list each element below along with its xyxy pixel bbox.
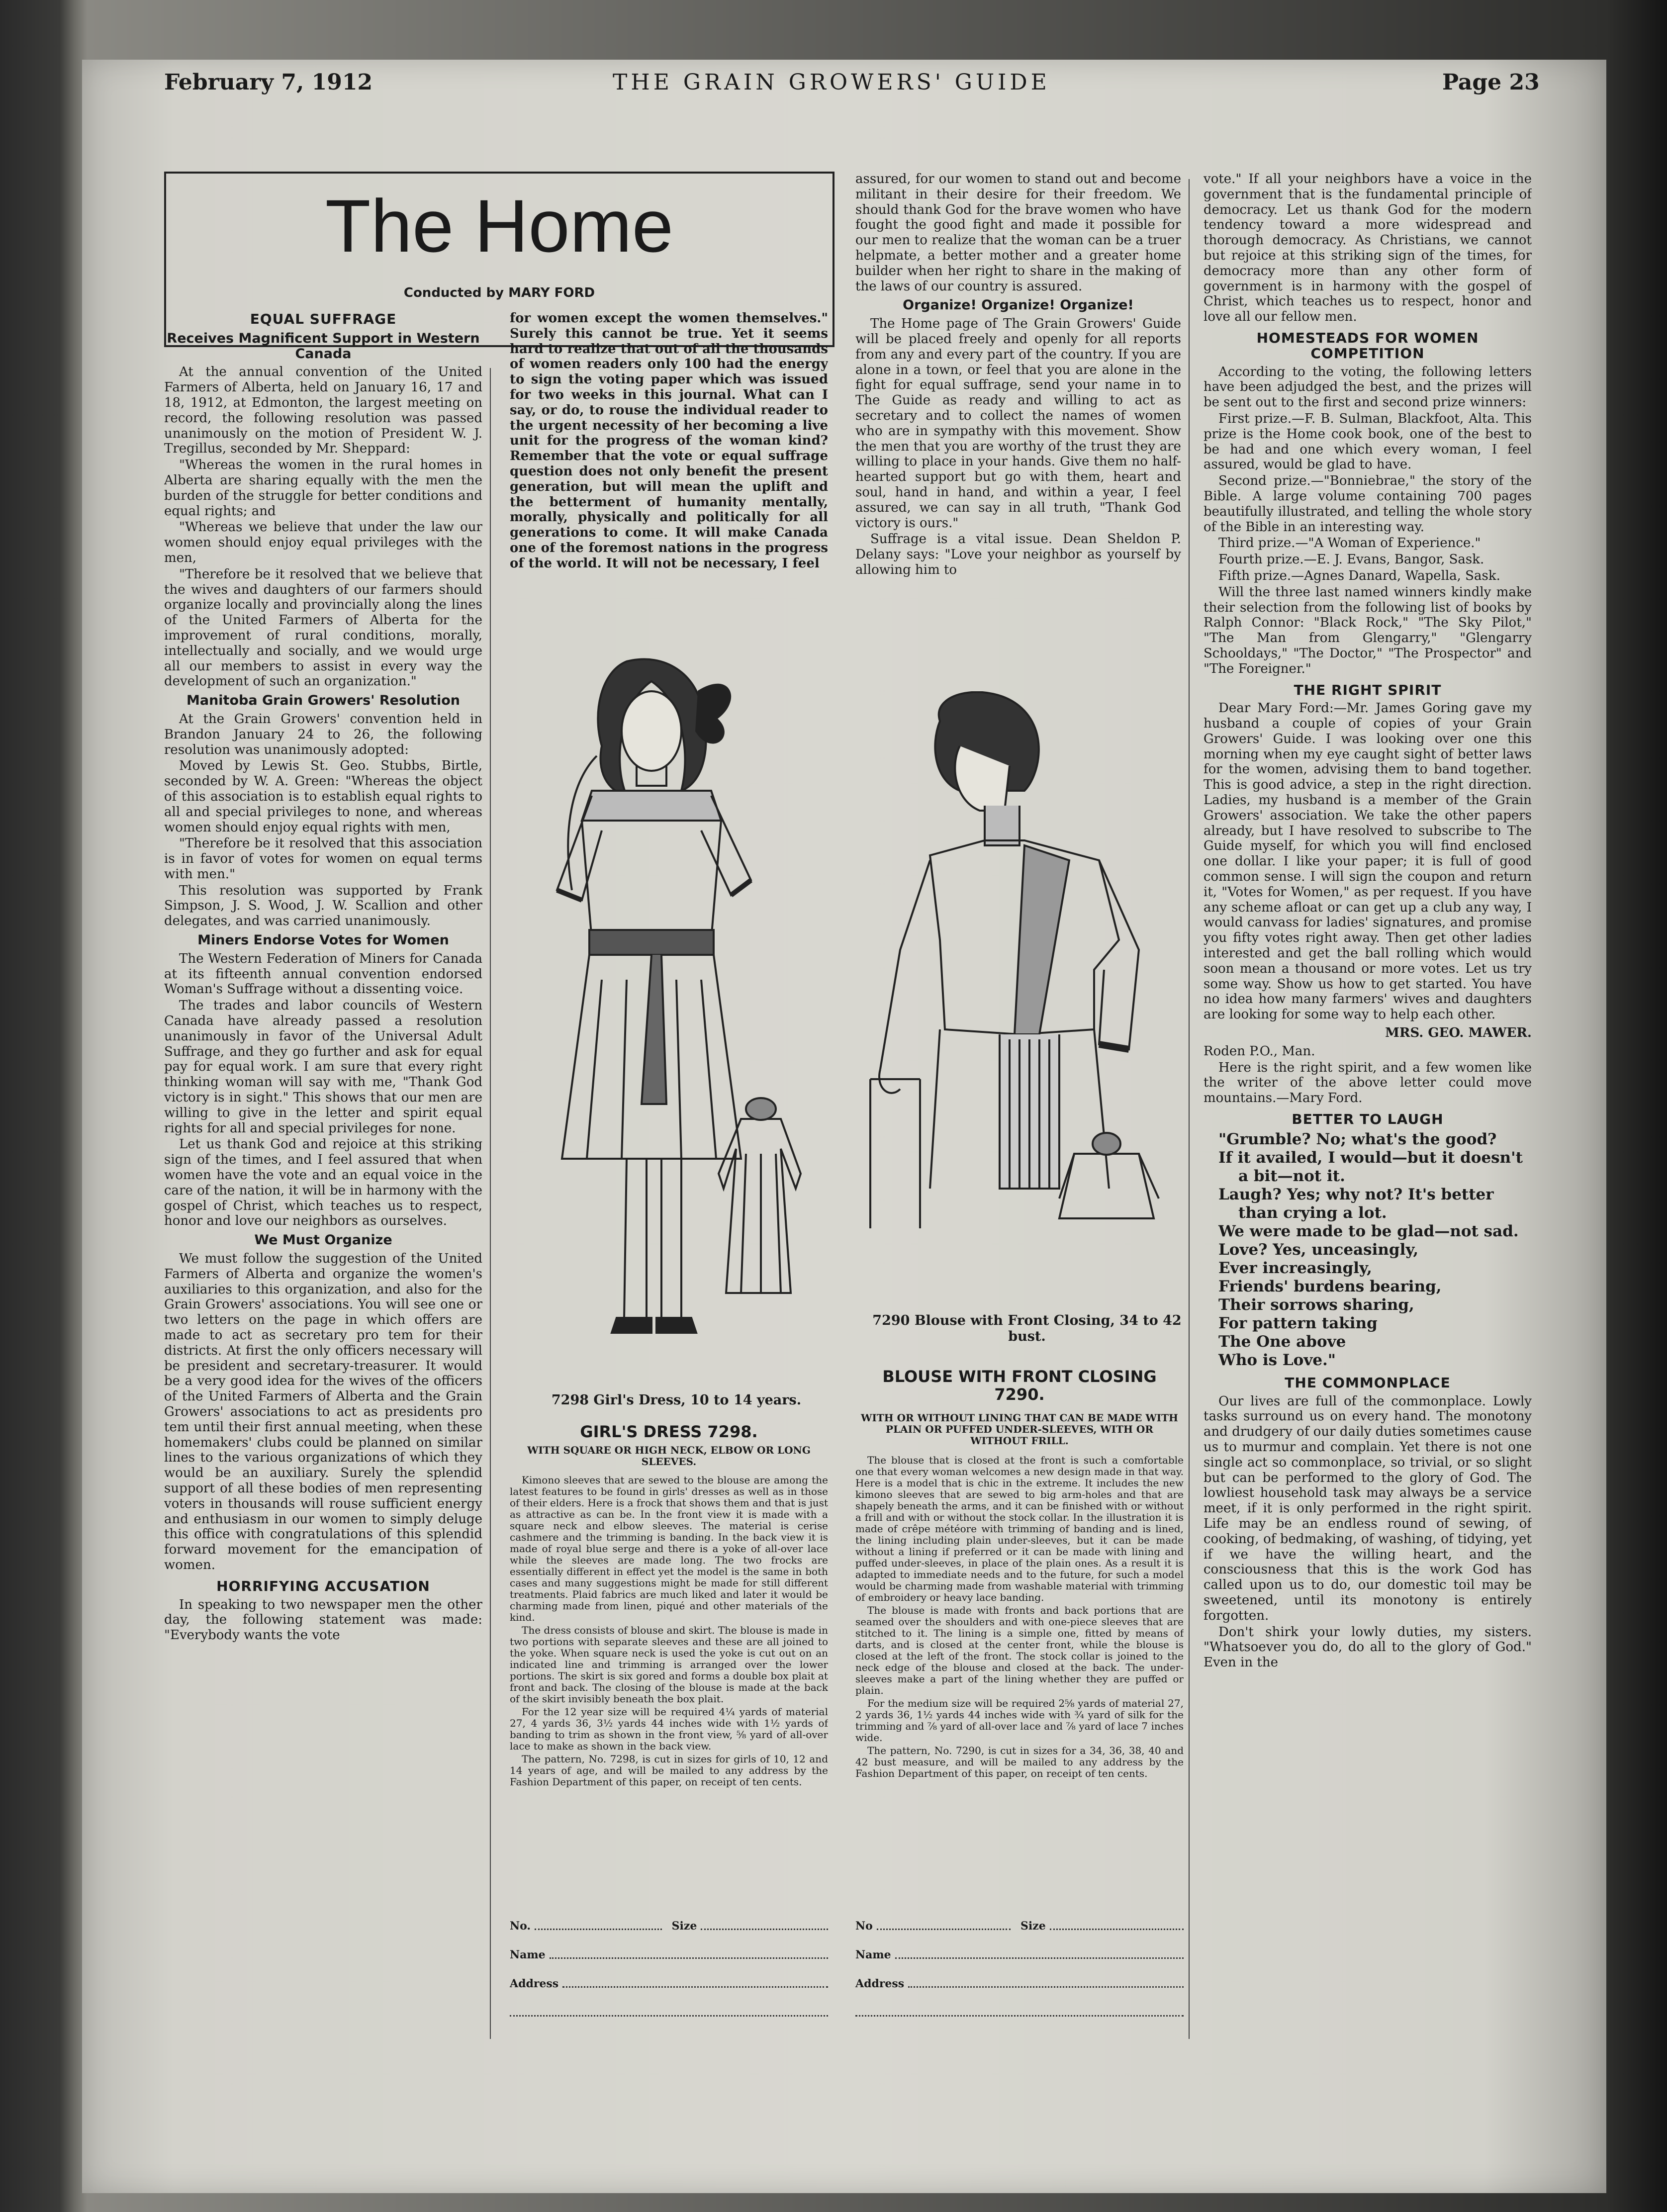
verse-line: Love? Yes, unceasingly,	[1218, 1240, 1419, 1259]
paragraph: According to the voting, the following letters have been adjudged the best, and the prizes will be sent out to the first and second prize winners:	[1204, 364, 1532, 410]
coupon-address-field-2[interactable]	[510, 2006, 828, 2017]
heading-manitoba: Manitoba Grain Growers' Resolution	[186, 693, 460, 709]
paragraph: Third prize.—"A Woman of Experience."	[1218, 536, 1481, 551]
paragraph: For the medium size will be required 2⅝ yards of material 27, 2 yards 36, 1½ yards 44 inches wide with ¾ yard of silk for the trimming and ⅞ yard of all-over lace and ⅞ yard of lace 7 inches wide.	[855, 1697, 1184, 1744]
paragraph: At the Grain Growers' convention held in Brandon January 24 to 26, the following resolution was unanimously adopted:	[164, 711, 482, 757]
paragraph: In speaking to two newspaper men the other day, the following statement was made: "Everybody wants the vote	[164, 1597, 482, 1643]
paragraph: The pattern, No. 7290, is cut in sizes for a 34, 36, 38, 40 and 42 bust measure, and will be mailed to any address by the Fashion Department of this paper, on receipt of ten cents.	[855, 1745, 1184, 1779]
verse-line: Ever increasingly,	[1218, 1259, 1372, 1277]
column-3	[855, 172, 1181, 689]
issue-date: February 7, 1912	[164, 70, 373, 95]
paragraph: We must follow the suggestion of the United Farmers of Alberta and organize the women's auxiliaries to this organization, and also for the Grain Growers' associations. You will see one or two letters on the page in which offers are made to act as secretary pro tem for their districts. At first the only officers necessary will be president and secretary-treasurer. It would be a very good idea for the wives of the officers of the United Farmers of Alberta and the Grain Growers' associations to act as presidents pro tem until their first annual meeting, when these homemakers' clubs could be planned on similar lines to the various organizations of which they would be an auxiliary. Surely the splendid support of all these bodies of men representing voters in thousands will rouse sufficient energy and enthusiasm in our women to simply deluge this office with congratulations of this splendid forward movement for the emancipation of women.	[164, 1251, 482, 1572]
blouse-text	[855, 1455, 1184, 1907]
heading-commonplace: THE COMMONPLACE	[1285, 1374, 1451, 1391]
heading-miners: Miners Endorse Votes for Women	[197, 932, 449, 948]
heading-organize: We Must Organize	[254, 1232, 392, 1248]
paragraph: The trades and labor councils of Western Canada have already passed a resolution unanimously in favor of the Universal Adult Suffrage, and they go further and ask for equal pay for equal work. I am sure that every right thinking woman will say with me, "Thank God victory is in sight." This shows that our men are willing to give in the letter and spirit equal rights for all and special privileges for none.	[164, 998, 482, 1136]
heading-horrifying: HORRIFYING ACCUSATION	[216, 1577, 430, 1594]
girls-dress-title: GIRL'S DRESS 7298.	[580, 1422, 758, 1441]
signature: MRS. GEO. MAWER.	[1385, 1025, 1532, 1041]
paragraph: The blouse is made with fronts and back portions that are seamed over the shoulders and with one-piece sleeves that are stitched to it. The lining is a simple one, fitted by means of darts, and is closed at the center front, while the blouse is closed at the left of the front. The stock collar is joined to the neck edge of the blouse and closed at the back. The under-sleeves make a part of the lining whether they are puffed or plain.	[855, 1604, 1184, 1696]
paragraph: The Western Federation of Miners for Canada at its fifteenth annual convention endorsed Woman's Suffrage without a dissenting voice.	[164, 951, 482, 997]
paragraph: Our lives are full of the commonplace. Lowly tasks surround us on every hand. The monotony and drudgery of our daily duties sometimes cause us to murmur and complain. Yet there is not one single act so commonplace, so trivial, or so slight but can be performed to the glory of God. The lowliest household task may always be a service meet, if it is only performed in the right spirit. Life may be an endless round of sewing, of cooking, of bedmaking, of washing, of tidying, yet if we have the willing heart, and the consciousness that this is the work God has called upon us to do, our domestic toil may be sweetened, until its monotony is entirely forgotten.	[1204, 1393, 1532, 1623]
girls-dress-subtitle: WITH SQUARE OR HIGH NECK, ELBOW OR LONG SLEEVES.	[527, 1444, 811, 1468]
coupon-address-field-2[interactable]	[855, 2006, 1184, 2017]
coupon-no-field[interactable]	[877, 1920, 1011, 1930]
paragraph: For the 12 year size will be required 4¼ yards of material 27, 4 yards 36, 3½ yards 44 inches wide with 1½ yards of banding to trim as shown in the front view, ⅝ yard of all-over lace to make as shown in the back view.	[510, 1706, 828, 1752]
column-4	[1204, 172, 1532, 2051]
coupon-name-label: Name	[510, 1948, 546, 1961]
paragraph: This resolution was supported by Frank Simpson, J. S. Wood, J. W. Scallion and other delegates, and was carried unanimously.	[164, 883, 482, 929]
verse-line: than crying a lot.	[1238, 1203, 1387, 1222]
paragraph: The pattern, No. 7298, is cut in sizes for girls of 10, 12 and 14 years of age, and will be mailed to any address by the Fashion Department of this paper, on receipt of ten cents.	[510, 1753, 828, 1788]
verse-line: Who is Love."	[1218, 1351, 1336, 1369]
heading-organize-3: Organize! Organize! Organize!	[903, 297, 1134, 313]
heading-better-to-laugh: BETTER TO LAUGH	[1292, 1111, 1444, 1128]
paragraph: First prize.—F. B. Sulman, Blackfoot, Alta. This prize is the Home cook book, one of the best to be had and one which every woman, I feel assured, would be glad to have.	[1204, 411, 1532, 472]
paragraph: "Whereas we believe that under the law our women should enjoy equal privileges with the men,	[164, 520, 482, 565]
paragraph: "Therefore be it resolved that this association is in favor of votes for women on equal terms with men."	[164, 836, 482, 882]
blouse-title: BLOUSE WITH FRONT CLOSING 7290.	[882, 1367, 1157, 1404]
blouse-illustration	[860, 691, 1184, 1313]
girls-dress-coupon	[510, 1920, 828, 2032]
column-1	[164, 306, 482, 2051]
paragraph: "Therefore be it resolved that we believe that the wives and daughters of our farmers should organize locally and provincially along the lines of the United Farmers of Alberta for the improvement of rural conditions, morally, intellectually and socially, and we would urge all our members to assist in every way the development of such an organization."	[164, 566, 482, 689]
verse-line: Laugh? Yes; why not? It's better	[1218, 1185, 1494, 1203]
column-2	[510, 311, 828, 629]
editor-credit: Conducted by MARY FORD	[403, 285, 595, 300]
coupon-no-label: No	[855, 1920, 873, 1933]
paragraph: Fifth prize.—Agnes Danard, Wapella, Sask.	[1218, 568, 1500, 583]
paragraph: The blouse that is closed at the front is such a comfortable one that every woman welcomes a new design made in that way. Here is a model that is chic in the extreme. It includes the new kimono sleeves that are sewed to big arm-holes and that are shapely beneath the arms, and it can be finished with or without a frill and with or without the stock collar. In the illustration it is made of crêpe météore with trimming of banding and is lined, the lining including plain under-sleeves, but it can be made without a lining if preferred or it can be made with lining and puffed under-sleeves, in place of the plain ones. As a result it is adapted to immediate needs and to the future, for such a model would be charming made from washable material with trimming of embroidery or heavy lace banding.	[855, 1455, 1184, 1603]
coupon-no-field[interactable]	[535, 1920, 662, 1930]
paragraph: Suffrage is a vital issue. Dean Sheldon P. Delany says: "Love your neighbor as yourself by allowing him to	[855, 532, 1181, 577]
paragraph: The dress consists of blouse and skirt. The blouse is made in two portions with separate sleeves and these are all joined to the yoke. When square neck is used the yoke is cut out on an indicated line and trimming is arranged over the lower portions. The skirt is six gored and forms a double box plait at front and back. The closing of the blouse is made at the back of the skirt invisibly beneath the box plait.	[510, 1624, 828, 1705]
coupon-size-label: Size	[671, 1920, 697, 1933]
coupon-size-field[interactable]	[701, 1920, 828, 1930]
paragraph: Don't shirk your lowly duties, my sisters. "Whatsoever you do, do all to the glory of God." Even in the	[1204, 1624, 1532, 1670]
column-rule	[1189, 179, 1190, 2039]
subheading: Receives Magnificent Support in Western Canada	[167, 330, 480, 362]
heading-equal-suffrage: EQUAL SUFFRAGE	[250, 311, 397, 327]
paragraph: Dear Mary Ford:—Mr. James Goring gave my husband a couple of copies of your Grain Growers' Guide. I was looking over one this morning when my eye caught sight of better laws for the women, advising them to band together. This is good advice, a step in the right direction. Ladies, my husband is a member of the Grain Growers' association. We take the other papers already, but I have resolved to subscribe to The Guide myself, for which you will find enclosed one dollar. I like your paper; it is full of good common sense. I will sign the coupon and return it, "Votes for Women," as per request. If you have any scheme afloat or can get up a club any way, I would canvass for ladies' signatures, and promise you fifty votes right away. Then get other ladies interested and get the ball rolling which would soon mean a thousand or more votes. Let us try some way. Show us how to get started. You have no idea how many farmers' wives and daughters are looking for some way to help each other.	[1204, 701, 1532, 1022]
coupon-address-field[interactable]	[908, 1977, 1184, 1988]
paragraph: Will the three last named winners kindly make their selection from the following list of books by Ralph Connor: "Black Rock," "The Sky Pilot," "The Man from Glengarry," "Glengarry Schooldays," "The Doctor," "The Prospector" and "The Foreigner."	[1204, 584, 1532, 676]
paragraph: assured, for our women to stand out and become militant in their desire for their freedom. We should thank God for the brave women who have fought the good fight and made it possible for our men to realize that the woman can be a truer helpmate, a better mother and a greater home builder when her right to share in the making of the laws of our country is assured.	[855, 172, 1181, 294]
paragraph: Here is the right spirit, and a few women like the writer of the above letter could move mountains.—Mary Ford.	[1204, 1060, 1532, 1106]
paragraph: Fourth prize.—E. J. Evans, Bangor, Sask.	[1218, 552, 1484, 567]
coupon-address-label: Address	[510, 1977, 559, 1990]
paragraph: At the annual convention of the United Farmers of Alberta, held on January 16, 17 and 18, 1912, at Edmonton, the largest meeting on record, the following resolution was passed unanimously on the motion of President W. J. Tregillus, seconded by Mr. Sheppard:	[164, 365, 482, 457]
girls-dress-caption: 7298 Girl's Dress, 10 to 14 years.	[551, 1392, 802, 1408]
verse-line: We were made to be glad—not sad.	[1218, 1222, 1519, 1240]
coupon-name-label: Name	[855, 1948, 891, 1961]
publication-title: THE GRAIN GROWERS' GUIDE	[613, 70, 1050, 95]
verse-line: The One above	[1218, 1332, 1346, 1351]
paragraph: for women except the women themselves." Surely this cannot be true. Yet it seems hard to realize that out of all the thousands of women readers only 100 had the energy to sign the voting paper which was issued for two weeks in this journal. What can I say, or do, to rouse the individual reader to the urgent necessity of her becoming a live unit for the progress of the woman kind? Remember that the vote or equal suffrage question does not only benefit the present generation, but will mean the uplift and the betterment of humanity mentally, morally, physically and politically for all generations to come. It will make Canada one of the foremost nations in the progress of the world. It will not be necessary, I feel	[510, 311, 828, 571]
verse-line: "Grumble? No; what's the good?	[1218, 1130, 1497, 1148]
heading-right-spirit: THE RIGHT SPIRIT	[1294, 681, 1442, 698]
paragraph: The Home page of The Grain Growers' Guide will be placed freely and openly for all reports from any and every part of the country. If you are alone in a town, or feel that you are alone in the fight for equal suffrage, send your name in to The Guide as ready and willing to act as secretary and to collect the names of women who are in sympathy with this movement. Show the men that you are worthy of the trust they are willing to place in your hands. Give them no half-hearted support but go with them, heart and soul, hand in hand, and within a year, I feel assured, we can say in all truth, "Thank God victory is ours."	[855, 316, 1181, 531]
paragraph: vote." If all your neighbors have a voice in the government that is the fundamental principle of democracy. Let us thank God for the modern tendency toward a more widespread and thorough democracy. As Christians, we cannot but rejoice at this striking sign of the times, for democracy more than any other form of government is in harmony with the gospel of Christ, which teaches us to respect, honor and love all our fellow men.	[1204, 172, 1532, 325]
blouse-subtitle: WITH OR WITHOUT LINING THAT CAN BE MADE WITH PLAIN OR PUFFED UNDER-SLEEVES, WITH OR WITHOUT FRILL.	[861, 1412, 1178, 1447]
verse-line: Friends' burdens bearing,	[1218, 1277, 1442, 1295]
paragraph: "Whereas the women in the rural homes in Alberta are sharing equally with the men the burden of the struggle for better conditions and equal rights; and	[164, 458, 482, 519]
verse-line: If it availed, I would—but it doesn't	[1218, 1148, 1523, 1167]
girls-dress-text	[510, 1475, 828, 1907]
verse-line: Their sorrows sharing,	[1218, 1295, 1414, 1314]
section-title: The Home	[325, 184, 674, 268]
coupon-address-field[interactable]	[562, 1977, 828, 1988]
verse-line: For pattern taking	[1218, 1314, 1378, 1332]
paragraph: Moved by Lewis St. Geo. Stubbs, Birtle, seconded by W. A. Green: "Whereas the object of this association is to establish equal rights to all and special privileges to none, and whereas women should enjoy equal rights with men,	[164, 758, 482, 835]
paragraph: Let us thank God and rejoice at this striking sign of the times, and I feel assured that when women have the vote and an equal voice in the care of the nation, it will be in harmony with the gospel of Christ, which teaches us to respect, honor and love our neighbors as ourselves.	[164, 1137, 482, 1229]
paragraph: Kimono sleeves that are sewed to the blouse are among the latest features to be found in girls' dresses as well as in those of their elders. Here is a frock that shows them and that is just as attractive as can be. In the front view it is made with a square neck and elbow sleeves. The material is cerise cashmere and the trimming is banding. In the back view it is made of royal blue serge and there is a yoke of all-over lace while the sleeves are made long. The two frocks are essentially different in effect yet the model is the same in both cases and many suggestions might be made for still different treatments. Plaid fabrics are much liked and later it would be charming made from linen, piqué and other materials of the kind.	[510, 1475, 828, 1623]
coupon-name-field[interactable]	[895, 1948, 1184, 1959]
coupon-name-field[interactable]	[550, 1948, 828, 1959]
blouse-caption: 7290 Blouse with Front Closing, 34 to 42 bust.	[872, 1313, 1182, 1344]
girls-dress-illustration	[502, 632, 850, 1397]
heading-homesteads: HOMESTEADS FOR WOMEN COMPETITION	[1256, 329, 1479, 362]
verse-line: a bit—not it.	[1238, 1167, 1345, 1185]
coupon-size-field[interactable]	[1050, 1920, 1184, 1930]
coupon-no-label: No.	[510, 1920, 531, 1933]
blouse-coupon	[855, 1920, 1184, 2032]
column-rule	[490, 368, 491, 2039]
coupon-address-label: Address	[855, 1977, 905, 1990]
paragraph: Roden P.O., Man.	[1204, 1043, 1315, 1059]
coupon-size-label: Size	[1020, 1920, 1046, 1933]
paragraph: Second prize.—"Bonniebrae," the story of the Bible. A large volume containing 700 pages beautifully illustrated, and telling the whole story of the Bible in an interesting way.	[1204, 473, 1532, 535]
page-number: Page 23	[1442, 70, 1540, 95]
